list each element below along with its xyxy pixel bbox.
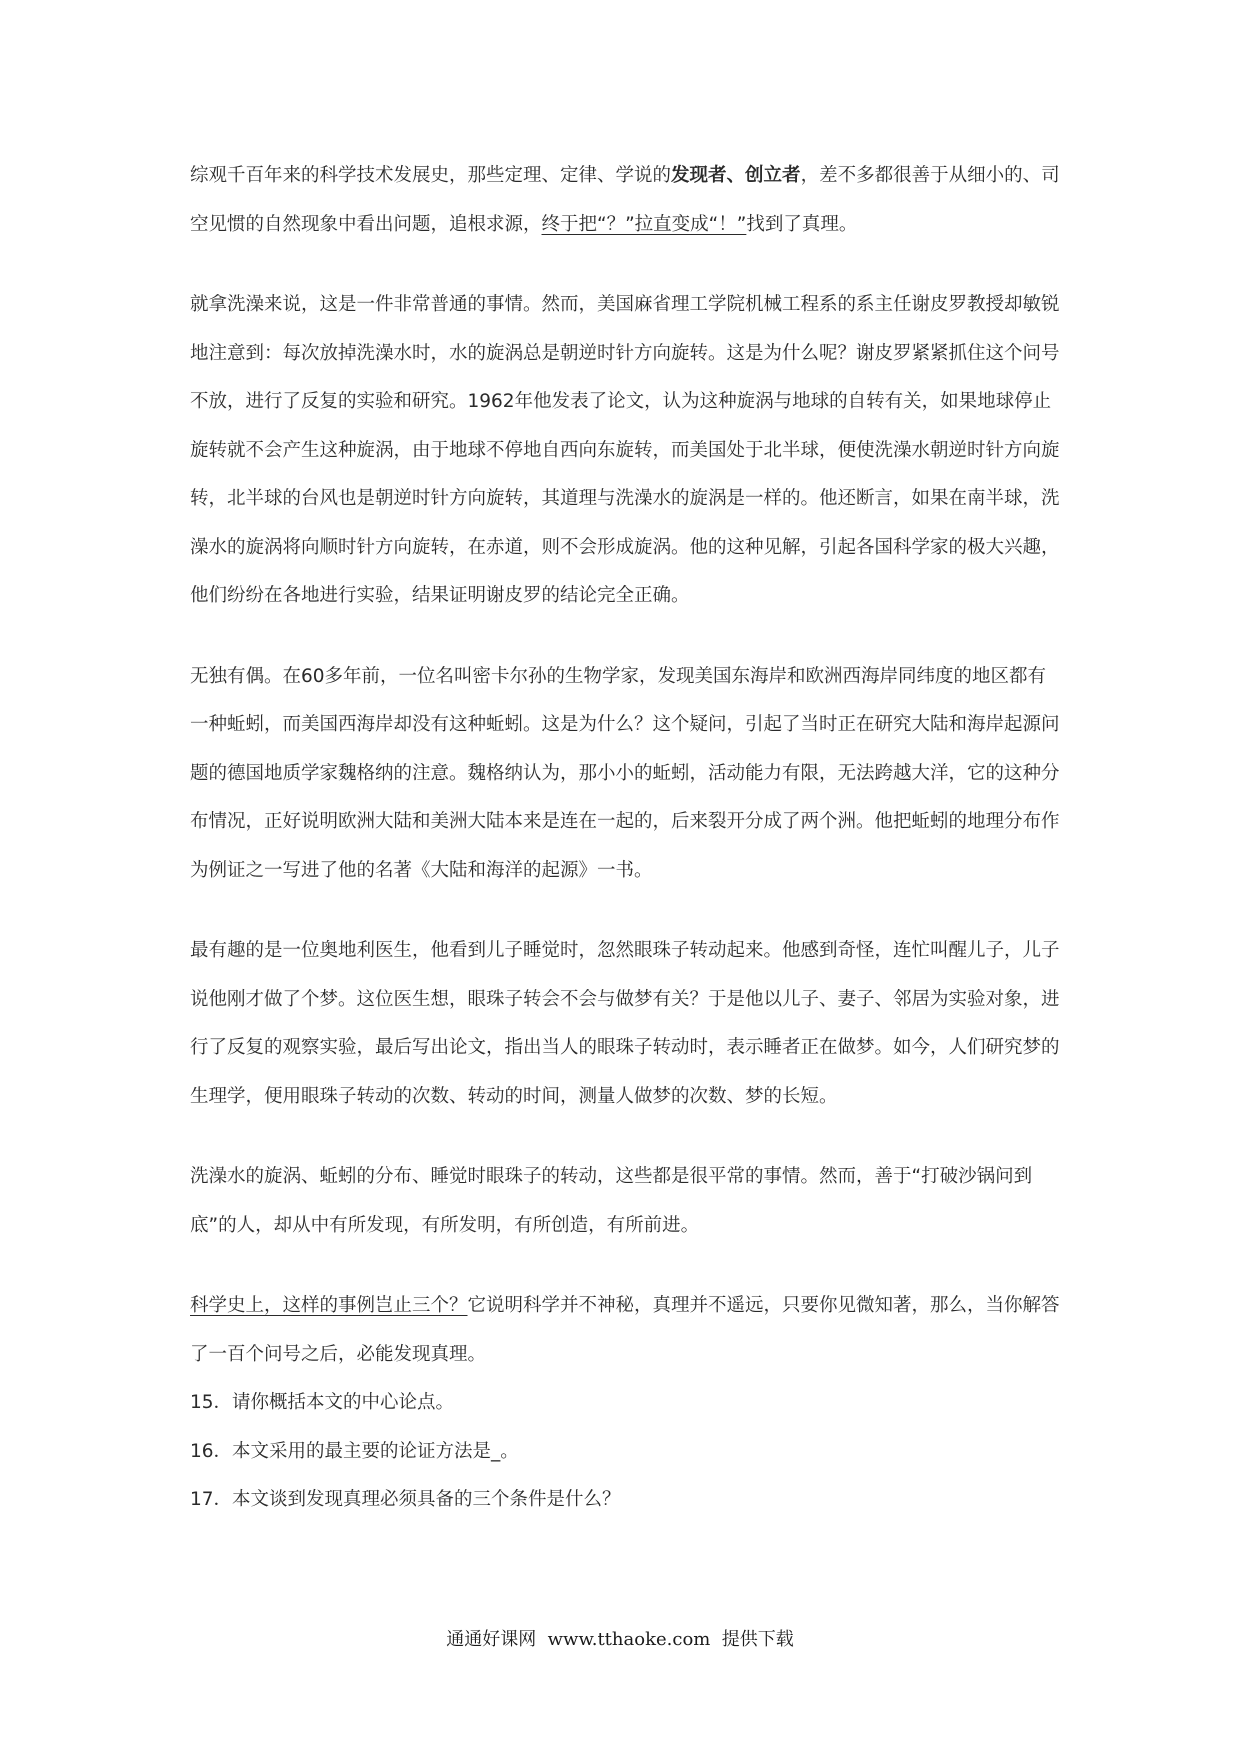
page-footer: 通通好课网 www.tthaoke.com 提供下载 [446, 1629, 794, 1650]
paragraph-2: 就拿洗澡来说，这是一件非常普通的事情。然而，美国麻省理工学院机械工程系的系主任谢皮罗教授却敏锐地注意到：每次放掉洗澡水时，水的旋涡总是朝逆时针方向旋转。这是为什么呢？谢皮罗紧紧抓住这个问号不放，进行了反复的实验和研究。1962年他发表了论文，认为这种旋涡与地球的自转有关，如果地球停止旋转就不会产生这种旋涡，由于地球不停地自西向东旋转，而美国处于北半球，便使洗澡水朝逆时针方向旋转，北半球的台风也是朝逆时针方向旋转，其道理与洗澡水的旋涡是一样的。他还断言，如果在南半球，洗澡水的旋涡将向顺时针方向旋转，在赤道，则不会形成旋涡。他的这种见解，引起各国科学家的极大兴趣，他们纷纷在各地进行实验，结果证明谢皮罗的结论完全正确。 [190, 294, 1060, 606]
question-16: 16．本文采用的最主要的论证方法是_。 [190, 1440, 519, 1462]
paragraph-4: 最有趣的是一位奥地利医生，他看到儿子睡觉时，忽然眼珠子转动起来。他感到奇怪，连忙叫醒儿子，儿子说他刚才做了个梦。这位医生想，眼珠子转会不会与做梦有关？于是他以儿子、妻子、邻居为实验对象，进行了反复的观察实验，最后写出论文，指出当人的眼珠子转动时，表示睡者正在做梦。如今，人们研究梦的生理学，便用眼珠子转动的次数、转动的时间，测量人做梦的次数、梦的长短。 [190, 940, 1060, 1107]
paragraph-5: 洗澡水的旋涡、蚯蚓的分布、睡觉时眼珠子的转动，这些都是很平常的事情。然而，善于“打破沙锅问到底”的人，却从中有所发现，有所发明，有所创造，有所前进。 [190, 1166, 1033, 1236]
p1-text-c: ，差不多都很善于从细小的、司空见惯的自然现象中看出问题，追根求源， [190, 165, 1060, 235]
paragraph-3: 无独有偶。在60多年前，一位名叫密卡尔孙的生物学家，发现美国东海岸和欧洲西海岸同纬度的地区都有一种蚯蚓，而美国西海岸却没有这种蚯蚓。这是为什么？这个疑问，引起了当时正在研究大陆和海岸起源问题的德国地质学家魏格纳的注意。魏格纳认为，那小小的蚯蚓，活动能力有限，无法跨越大洋，它的这种分布情况，正好说明欧洲大陆和美洲大陆本来是连在一起的，后来裂开分成了两个洲。他把蚯蚓的地理分布作为例证之一写进了他的名著《大陆和海洋的起源》一书。 [190, 665, 1060, 881]
paragraph-1 [190, 152, 1060, 249]
p1-underlined-phrase: 终于把“？”拉直变成“！” [541, 213, 747, 235]
question-15: 15．请你概括本文的中心论点。 [190, 1392, 455, 1413]
article-body [190, 152, 1060, 1525]
p1-bold-sep: 、 [726, 165, 746, 186]
p6-text-rest: 它说明科学并不神秘，真理并不遥远，只要你见微知著，那么，当你解答了一百个问号之后，必能发现真理。 [190, 1295, 1060, 1365]
p1-bold-founder: 创立者 [745, 165, 801, 186]
p1-text-d: 找到了真理。 [746, 213, 858, 235]
paragraph-6 [190, 1282, 1060, 1379]
p1-bold-discoverer: 发现者 [671, 165, 727, 186]
p6-underlined-sentence: 科学史上，这样的事例岂止三个？ [190, 1295, 468, 1316]
p1-text-a: 综观千百年来的科学技术发展史，那些定理、定律、学说的 [190, 165, 672, 186]
question-17: 17．本文谈到发现真理必须具备的三个条件是什么？ [190, 1489, 621, 1510]
